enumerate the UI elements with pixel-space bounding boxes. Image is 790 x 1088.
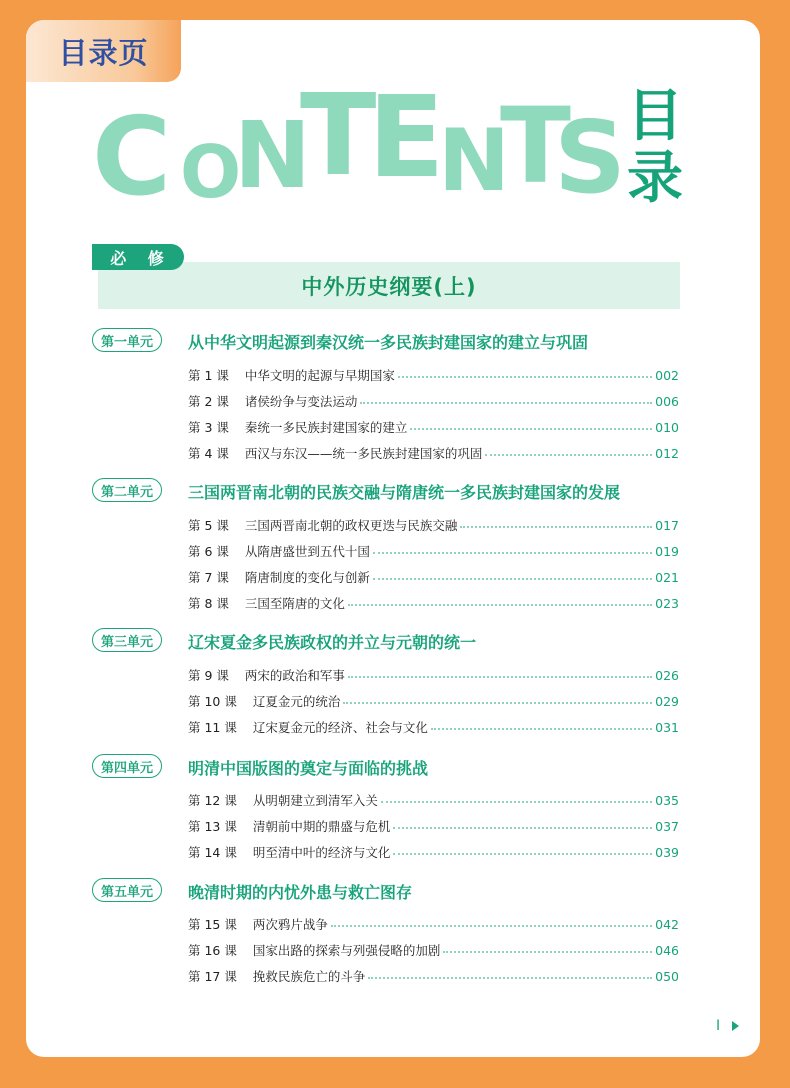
page-number: 010 (655, 419, 679, 435)
lesson-title: 辽夏金元的统治 (252, 694, 341, 709)
lesson-number: 第 8 课 (188, 596, 229, 611)
dot-leader (431, 728, 652, 730)
lesson-number: 第 4 课 (188, 446, 229, 461)
lesson-title: 诸侯纷争与变法运动 (244, 394, 358, 409)
unit-title[interactable]: 从中华文明起源到秦汉统一多民族封建国家的建立与巩固 (188, 333, 589, 352)
contents-letter: O (180, 130, 242, 214)
lesson-number: 第 11 课 (188, 720, 237, 735)
page-number: 031 (655, 719, 679, 735)
unit-title[interactable]: 明清中国版图的奠定与面临的挑战 (188, 759, 429, 778)
lesson-row[interactable] (188, 567, 679, 587)
page-number: 046 (655, 942, 679, 958)
lesson-row[interactable] (188, 717, 679, 737)
lesson-number: 第 9 课 (188, 668, 229, 683)
lesson-title: 清朝前中期的鼎盛与危机 (252, 819, 391, 834)
dot-leader (373, 552, 652, 554)
lesson-title: 从隋唐盛世到五代十国 (244, 544, 370, 559)
dot-leader (343, 702, 652, 704)
cjk-title-char: 录 (627, 146, 683, 211)
lesson-row[interactable] (188, 443, 679, 463)
lesson-row[interactable] (188, 365, 679, 385)
contents-wordmark (92, 70, 627, 220)
lesson-row[interactable] (188, 790, 679, 810)
dot-leader (393, 827, 652, 829)
lesson-number: 第 10 课 (188, 694, 237, 709)
lesson-number: 第 13 课 (188, 819, 237, 834)
dot-leader (393, 853, 652, 855)
lesson-title: 辽宋夏金元的经济、社会与文化 (252, 720, 428, 735)
contents-letter: N (234, 102, 311, 209)
lesson-number: 第 1 课 (188, 368, 229, 383)
dot-leader (348, 604, 652, 606)
lesson-row[interactable] (188, 691, 679, 711)
dot-leader (348, 676, 652, 678)
lesson-row[interactable] (188, 541, 679, 561)
dot-leader (368, 977, 652, 979)
lesson-number: 第 5 课 (188, 518, 229, 533)
arrow-right-icon (732, 1021, 739, 1031)
dot-leader (360, 402, 652, 404)
dot-leader (381, 801, 652, 803)
page-number: 050 (655, 968, 679, 984)
page-number: 002 (655, 367, 679, 383)
unit-badge: 第三单元 (92, 628, 162, 652)
unit-badge: 第五单元 (92, 878, 162, 902)
lesson-row[interactable] (188, 417, 679, 437)
cjk-title-char: 目 (627, 84, 683, 149)
page-number: 029 (655, 693, 679, 709)
page-number: 023 (655, 595, 679, 611)
dot-leader (485, 454, 652, 456)
lesson-number: 第 16 课 (188, 943, 237, 958)
lesson-number: 第 6 课 (188, 544, 229, 559)
lesson-row[interactable] (188, 515, 679, 535)
unit-title[interactable]: 辽宋夏金多民族政权的并立与元朝的统一 (188, 633, 477, 652)
contents-letter: C (92, 95, 172, 220)
next-page-button[interactable] (716, 1018, 739, 1034)
page-number: 042 (655, 916, 679, 932)
unit-badge: 第二单元 (92, 478, 162, 502)
page-number: 006 (655, 393, 679, 409)
contents-letter: E (368, 73, 445, 203)
section-badge: 必 修 (92, 244, 184, 270)
lesson-title: 三国至隋唐的文化 (244, 596, 345, 611)
lesson-row[interactable] (188, 842, 679, 862)
lesson-number: 第 15 课 (188, 917, 237, 932)
lesson-row[interactable] (188, 914, 679, 934)
lesson-row[interactable] (188, 665, 679, 685)
lesson-row[interactable] (188, 940, 679, 960)
dot-leader (398, 376, 652, 378)
contents-letter: N (438, 111, 510, 211)
lesson-title: 中华文明的起源与早期国家 (244, 368, 395, 383)
page-number: 012 (655, 445, 679, 461)
page-number: 039 (655, 844, 679, 860)
unit-title[interactable]: 三国两晋南北朝的民族交融与隋唐统一多民族封建国家的发展 (188, 483, 621, 502)
lesson-title: 两宋的政治和军事 (244, 668, 345, 683)
lesson-number: 第 7 课 (188, 570, 229, 585)
lesson-title: 西汉与东汉——统一多民族封建国家的巩固 (244, 446, 483, 461)
lesson-title: 挽救民族危亡的斗争 (252, 969, 366, 984)
lesson-number: 第 17 课 (188, 969, 237, 984)
lesson-number: 第 14 课 (188, 845, 237, 860)
page-number: 035 (655, 792, 679, 808)
lesson-title: 从明朝建立到清军入关 (252, 793, 378, 808)
dot-leader (373, 578, 652, 580)
page-number: 019 (655, 543, 679, 559)
lesson-title: 隋唐制度的变化与创新 (244, 570, 370, 585)
lesson-number: 第 12 课 (188, 793, 237, 808)
lesson-title: 明至清中叶的经济与文化 (252, 845, 391, 860)
lesson-number: 第 2 课 (188, 394, 229, 409)
lesson-number: 第 3 课 (188, 420, 229, 435)
dot-leader (410, 428, 652, 430)
contents-letter: T (300, 71, 377, 201)
page-number: 021 (655, 569, 679, 585)
lesson-row[interactable] (188, 593, 679, 613)
lesson-title: 两次鸦片战争 (252, 917, 328, 932)
pager-divider: I (716, 1018, 721, 1034)
lesson-title: 国家出路的探索与列强侵略的加剧 (252, 943, 441, 958)
unit-badge: 第四单元 (92, 754, 162, 778)
dot-leader (443, 951, 652, 953)
page-number: 037 (655, 818, 679, 834)
lesson-title: 秦统一多民族封建国家的建立 (244, 420, 408, 435)
book-title: 中外历史纲要(上) (98, 262, 680, 309)
lesson-row[interactable] (188, 966, 679, 986)
unit-badge: 第一单元 (92, 328, 162, 352)
dot-leader (460, 526, 652, 528)
page-number: 026 (655, 667, 679, 683)
page-tag: 目录页 (26, 20, 181, 82)
lesson-title: 三国两晋南北朝的政权更迭与民族交融 (244, 518, 458, 533)
page-number: 017 (655, 517, 679, 533)
dot-leader (331, 925, 652, 927)
contents-letter: T (500, 85, 571, 207)
unit-title[interactable]: 晚清时期的内忧外患与救亡图存 (188, 883, 413, 902)
lesson-row[interactable] (188, 391, 679, 411)
contents-cjk-title (620, 86, 690, 210)
contents-letter: S (554, 99, 627, 216)
lesson-row[interactable] (188, 816, 679, 836)
